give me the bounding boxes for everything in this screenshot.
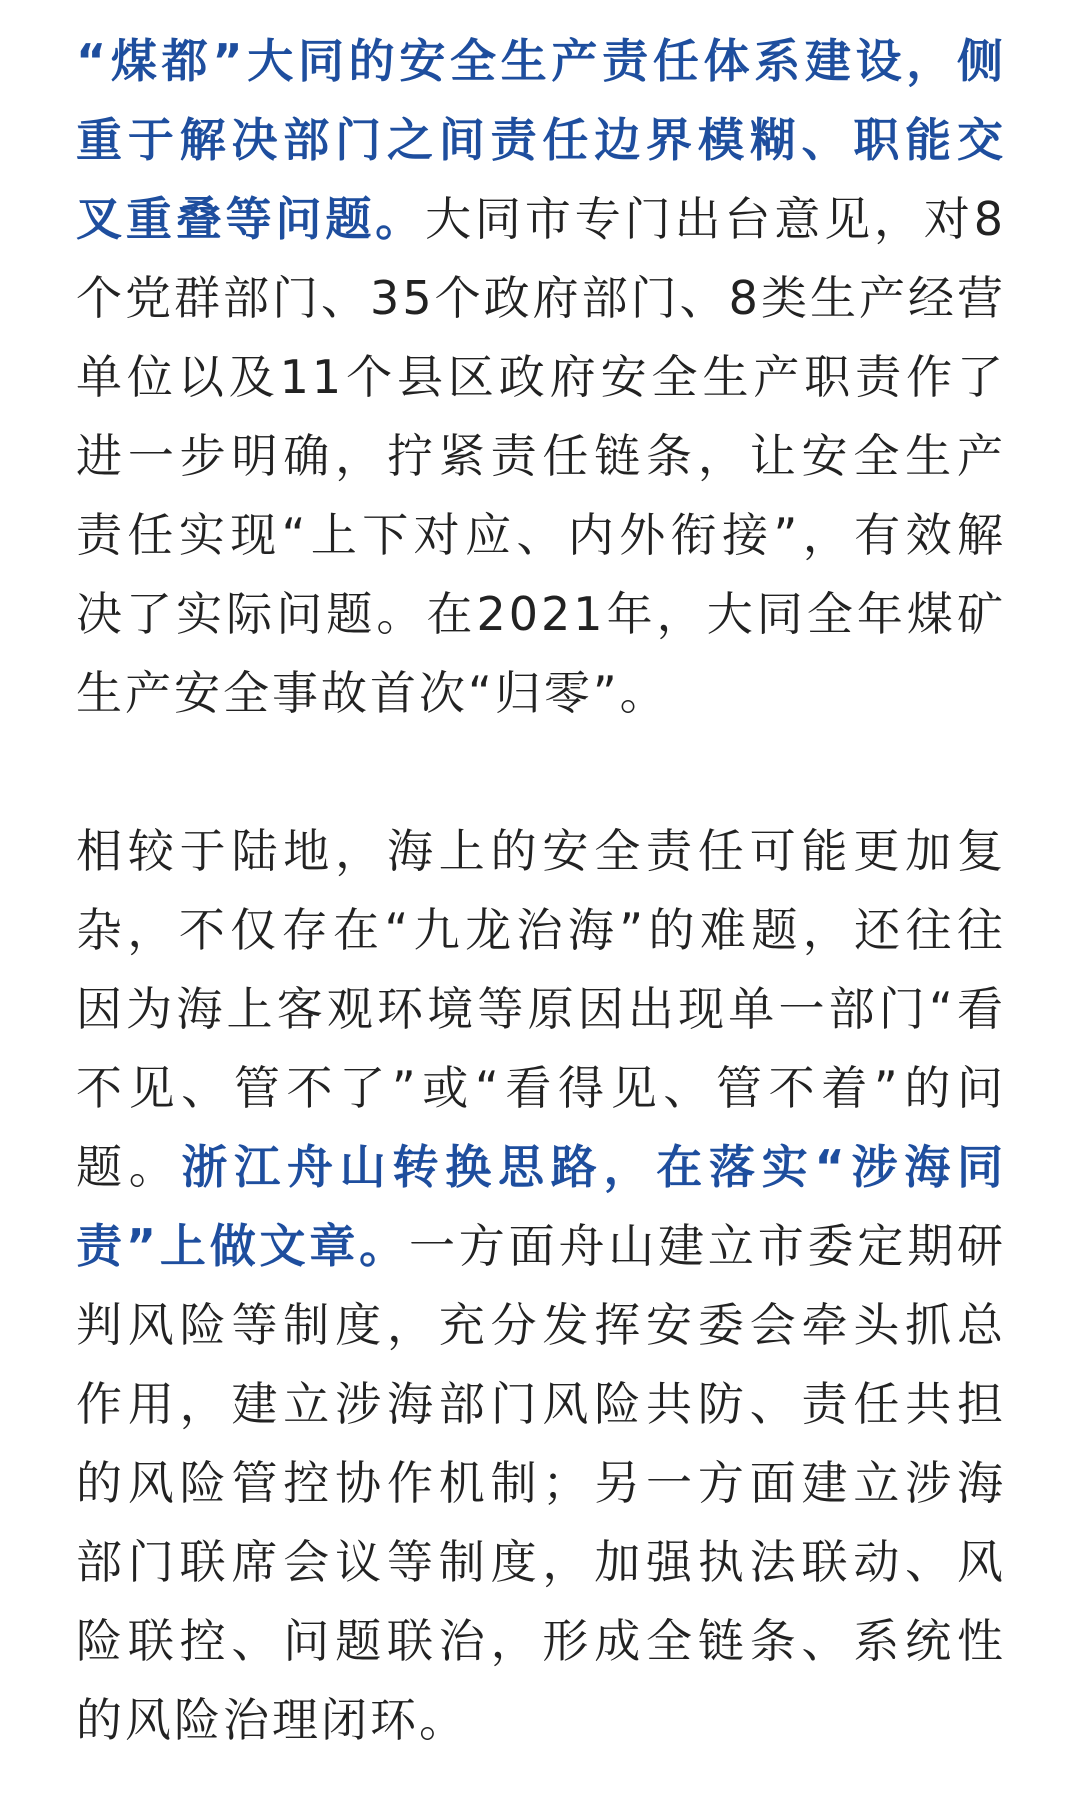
- article-body: [76, 22, 1006, 1760]
- paragraph-zhoushan-intro: 相较于陆地，海上的安全责任可能更加复杂，不仅存在“九龙治海”的难题，还往往因为海上客观环境等原因出现单一部门“看不见、管不了”或“看得见、管不着”的问题。: [76, 824, 1006, 1194]
- highlight-datong-summary: “煤都”大同的安全生产责任体系建设，侧重于解决部门之间责任边界模糊、职能交叉重叠等问题。: [76, 34, 1006, 246]
- paragraph-zhoushan-text: 一方面舟山建立市委定期研判风险等制度，充分发挥安委会牵头抓总作用，建立涉海部门风险共防、责任共担的风险管控协作机制；另一方面建立涉海部门联席会议等制度，加强执法联动、风险联控、问题联治，形成全链条、系统性的风险治理闭环。: [76, 1219, 1007, 1747]
- paragraph-datong: [76, 22, 1006, 733]
- paragraph-zhoushan: [76, 812, 1006, 1760]
- paragraph-datong-text: 大同市专门出台意见，对8个党群部门、35个政府部门、8类生产经营单位以及11个县区政府安全生产职责作了进一步明确，拧紧责任链条，让安全生产责任实现“上下对应、内外衔接”，有效解决了实际问题。在2021年，大同全年煤矿生产安全事故首次“归零”。: [76, 192, 1006, 720]
- highlight-zhoushan-summary: 浙江舟山转换思路，在落实“涉海同责”上做文章。: [76, 1140, 1007, 1273]
